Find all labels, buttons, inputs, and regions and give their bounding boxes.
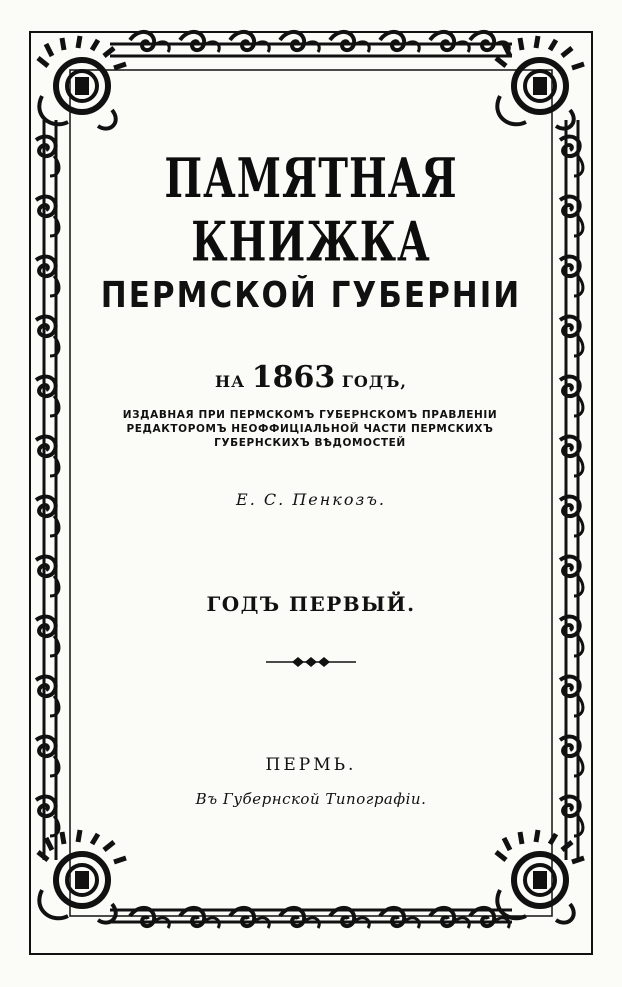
book-subtitle: ПЕРМСКОЙ ГУБЕРНІИ — [100, 275, 522, 317]
edition-line: ГОДЪ ПЕРВЫЙ. — [206, 592, 416, 616]
year-prefix: НА — [215, 372, 246, 391]
imprint-city: ПЕРМЬ. — [265, 755, 357, 775]
divider-ornament — [92, 655, 530, 669]
book-title: ПАМЯТНАЯ КНИЖКА — [164, 147, 458, 274]
year-number: 1863 — [251, 360, 336, 395]
publication-description: ИЗДАВНАЯ ПРИ ПЕРМСКОМЪ ГУБЕРНСКОМЪ ПРАВЛЕНІИ РЕДАКТОРОМЪ НЕОФФИЦІАЛЬНОЙ ЧАСТИ ПЕРМСКИХЪ ГУБЕРНСКИХЪ ВѢДОМОСТЕЙ — [122, 409, 498, 449]
year-suffix: ГОДЪ, — [341, 372, 407, 391]
imprint-printer: Въ Губернской Типографіи. — [195, 790, 427, 808]
year-line — [92, 360, 530, 395]
editor-name: Е. С. Пенкозъ. — [236, 490, 386, 509]
title-page-content — [92, 125, 530, 845]
